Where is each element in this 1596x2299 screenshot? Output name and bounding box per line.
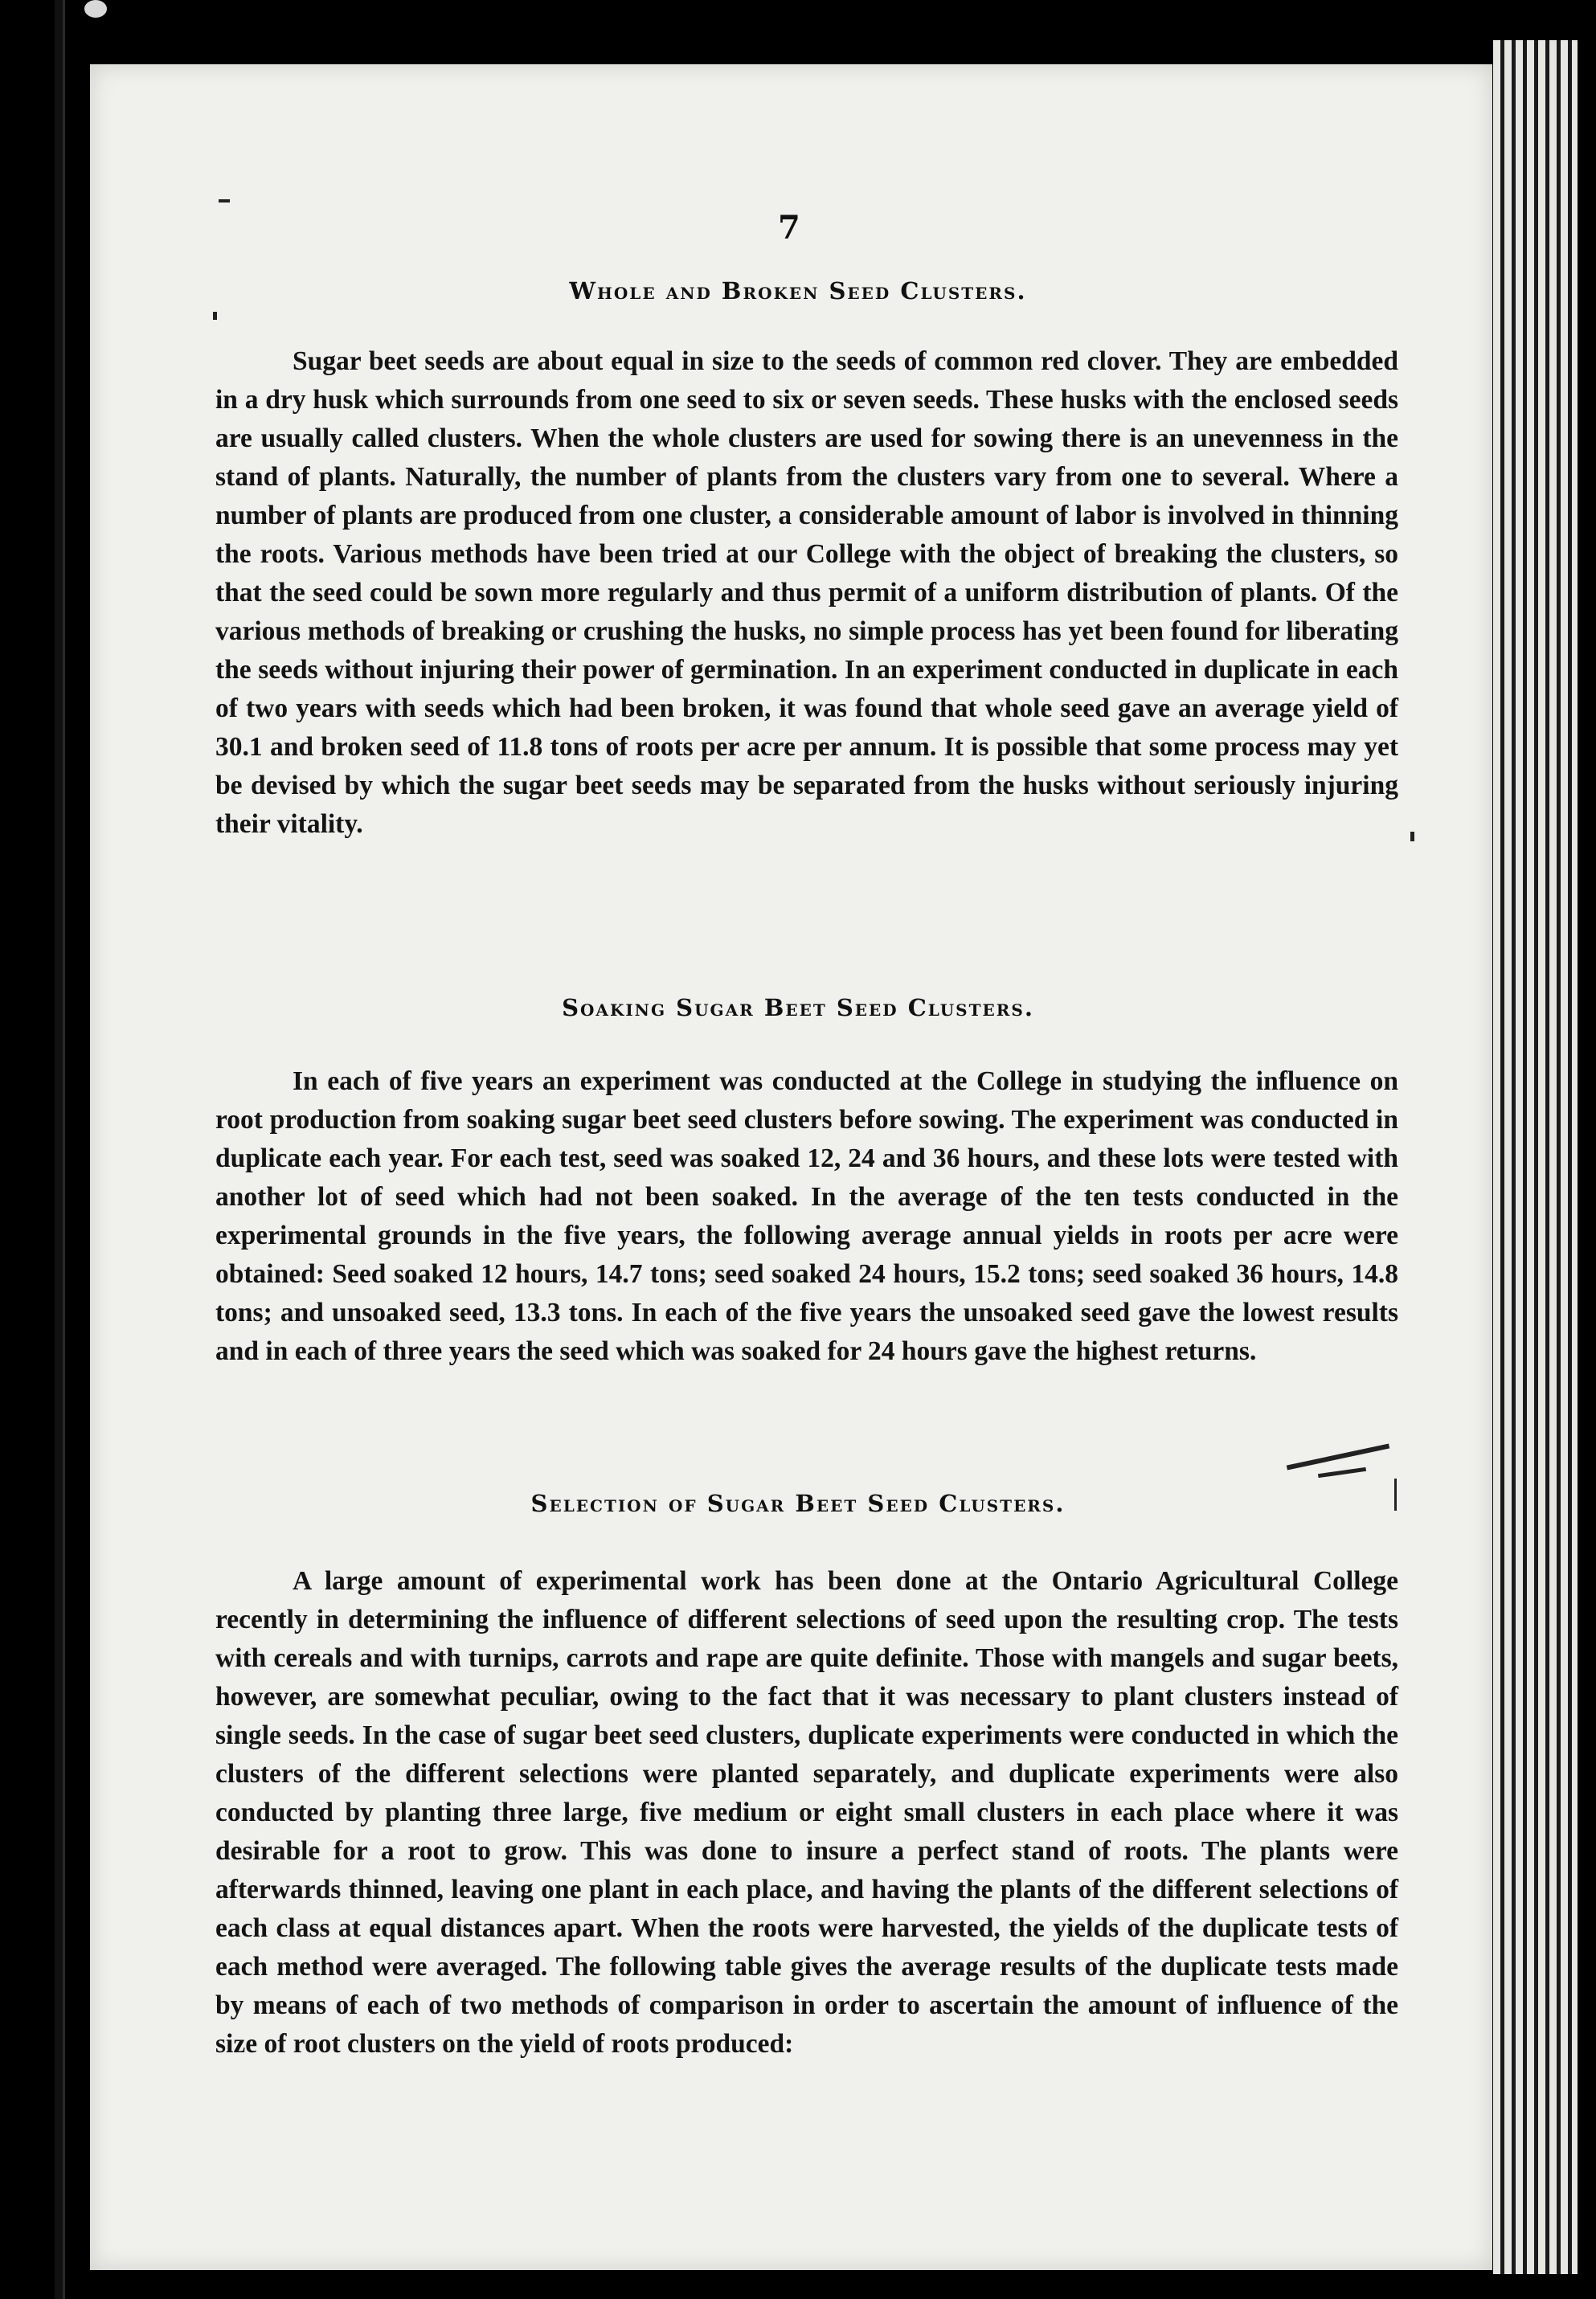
section-body: Sugar beet seeds are about equal in size to the seeds of common red clover. They are embedded in a dry husk which surrounds from one seed to six or seven seeds. These husks with the enclosed seeds are usually called clusters. When the whole clusters are used for sowing there is an unevenness in the stand of plants. Naturally, the number of plants from the clusters vary from one to several. Where a number of plants are produced from one cluster, a considerable amount of labor is involved in thinning the roots. Various methods have been tried at our College with the object of breaking the clusters, so that the seed could be sown more regularly and thus permit of a uniform distribution of plants. Of the various methods of breaking or crushing the husks, no simple process has yet been found for liberating the seeds without injuring their power of germination. In an experiment conducted in duplicate in each of two years with seeds which had been broken, it was found that whole seed gave an average yield of 30.1 and broken seed of 11.8 tons of roots per acre per annum. It is possible that some process may yet be devised by which the sugar beet seeds may be separated from the husks without seriously injuring their vitality. <box>215 346 1398 839</box>
binding-edge <box>55 0 65 2299</box>
scan-speck <box>219 199 230 202</box>
scan-speck <box>213 312 217 320</box>
section-body: A large amount of experimental work has been done at the Ontario Agricultural College recently in determining the influence of different selections of seed upon the resulting crop. The tests with cereals and with turnips, carrots and rape are quite definite. Those with mangels and sugar beets, however, are somewhat peculiar, owing to the fact that it was necessary to plant clusters instead of single seeds. In the case of sugar beet seed clusters, duplicate experiments were conducted in which the clusters of the different selections were planted separately, and duplicate experiments were also conducted by planting three large, five medium or eight small clusters in each place where it was desirable for a root to grow. This was done to insure a perfect stand of roots. The plants were afterwards thinned, leaving one plant in each place, and having the plants of the different selections of each class at equal distances apart. When the roots were harvested, the yields of the duplicate tests of each method were averaged. The following table gives the average results of the duplicate tests made by means of each of two methods of comparison in order to ascertain the amount of influence of the size of root clusters on the yield of roots produced: <box>215 1566 1398 2059</box>
scan-speck <box>84 0 107 18</box>
section-heading: Soaking Sugar Beet Seed Clusters. <box>562 994 1034 1021</box>
section-body: In each of five years an experiment was conducted at the College in studying the influence on root production from soaking sugar beet seed clusters before sowing. The experiment was conducted in duplicate each year. For each test, seed was soaked 12, 24 and 36 hours, and these lots were tested with another lot of seed which had not been soaked. In the average of the ten tests conducted in the experimental grounds in the five years, the following average annual yields in roots per acre were obtained: Seed soaked 12 hours, 14.7 tons; seed soaked 24 hours, 15.2 tons; seed soaked 36 hours, 14.8 tons; and unsoaked seed, 13.3 tons. In each of the five years the unsoaked seed gave the lowest results and in each of three years the seed which was soaked for 24 hours gave the highest returns. <box>215 1066 1398 1366</box>
page-number: 7 <box>778 209 800 247</box>
page-edges <box>1493 40 1578 2274</box>
scan-speck <box>1410 832 1414 841</box>
section-heading: Whole and Broken Seed Clusters. <box>569 277 1027 305</box>
section-heading: Selection of Sugar Beet Seed Clusters. <box>530 1490 1066 1517</box>
